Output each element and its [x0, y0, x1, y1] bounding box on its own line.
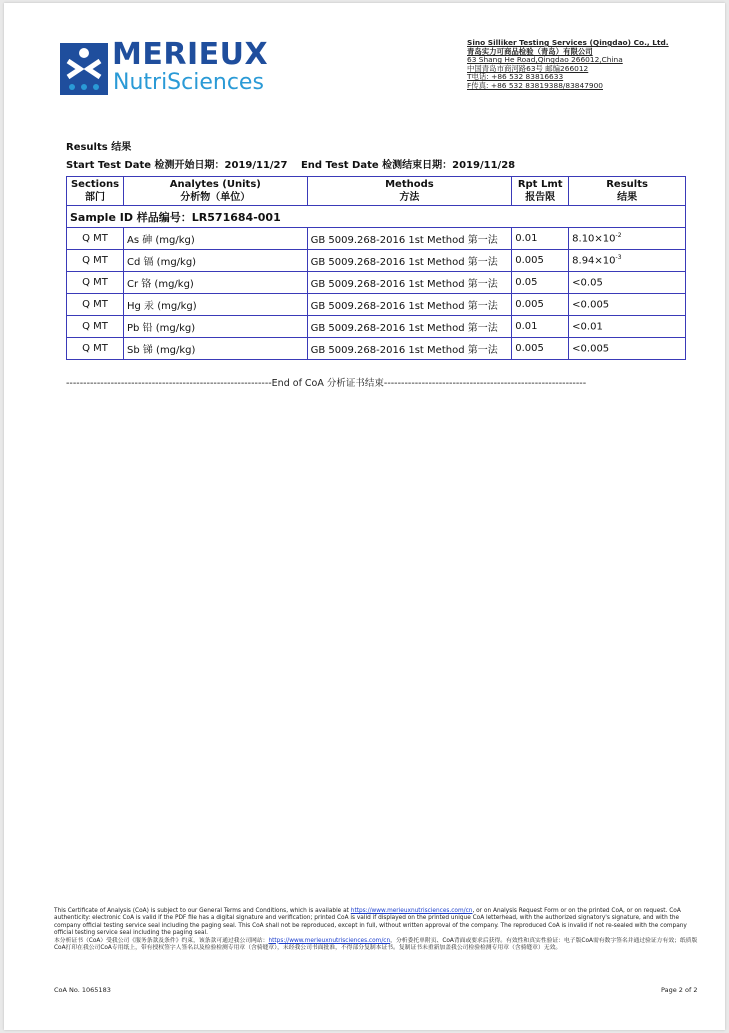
page-number: Page 2 of 2 [661, 986, 698, 994]
disclaimer-en-part1: This Certificate of Analysis (CoA) is subject to our General Terms and Conditions, which is available at [54, 908, 351, 914]
disclaimer-cn-part1: 本分析证书（CoA）受我公司《服务条款及条件》约束，该条款可通过我公司网站： [54, 937, 269, 944]
company-tel: T电话: +86 532 83816633 [467, 72, 564, 82]
table-header-row [67, 177, 686, 206]
logo-wordmark-secondary: NutriSciences [113, 70, 264, 95]
company-logo [60, 37, 300, 101]
company-contact-block [467, 39, 669, 91]
header-analytes: Analytes (Units) 分析物（单位） [123, 177, 307, 206]
website-link-cn[interactable]: https://www.merieuxnutrisciences.com/cn [268, 937, 391, 944]
website-link-en[interactable]: https://www.merieuxnutrisciences.com/cn [350, 908, 473, 914]
table-row: Q MT Sb 锑 (mg/kg) GB 5009.268-2016 1st Method 第一法 0.005 <0.005 [67, 338, 686, 360]
logo-wordmark-primary: MERIEUX [112, 37, 269, 72]
disclaimer-cn-part2: ，分析委托单附页、CoA背面或要求后获得。有效性和真实性验证：电子版CoA需有数字签名并通过验证方有效；纸质版CoA打印在我公司CoA专用纸上，带有授权签字人签名以及检验检测专用章（含骑缝章），未经我公司书面批准，不得部分复制本证书。复制证书未重新加盖我公司检验检测专用章（含骑缝章）无效。 [54, 937, 698, 952]
header-rpt-lmt: Rpt Lmt 报告限 [512, 177, 569, 206]
document-page [4, 3, 725, 1030]
table-row: Q MT As 砷 (mg/kg) GB 5009.268-2016 1st Method 第一法 0.01 $8.10\times 10^{-2}$ [67, 228, 686, 250]
result-cell: $8.94\times 10^{-3}$ [569, 250, 686, 272]
header-methods: Methods 方法 [307, 177, 512, 206]
footer-disclaimer [54, 908, 704, 952]
header-results: Results 结果 [569, 177, 686, 206]
table-row: Q MT Hg 汞 (mg/kg) GB 5009.268-2016 1st Method 第一法 0.005 <0.005 [67, 294, 686, 316]
company-address-en: 63 Shang He Road,Qingdao 266012,China [467, 55, 623, 65]
sample-id: Sample ID 样品编号：LR571684-001 [67, 206, 686, 228]
result-cell: <0.05 [569, 272, 686, 294]
merieux-logo-icon [60, 43, 108, 95]
result-cell: <0.005 [569, 294, 686, 316]
test-dates [66, 156, 525, 171]
end-test-date: End Test Date 检测结束日期：2019/11/28 [300, 160, 516, 171]
disclaimer-en-part2: , or on Analysis Request Form or on the printed CoA, or on request. CoA authenticity: electronic CoA is valid if the PDF file has a digital signature and verification; printed CoA is valid if displayed on the printed unique CoA letterhead, with the authorized signatory's signature, and with the company official testing service seal including the paging seal. This CoA shall not be reproduced, except in full, without written approval of the company. The reproduced CoA is invalid if not re-sealed with the company official testing service seal including the paging seal. [54, 908, 687, 937]
result-cell: <0.01 [569, 316, 686, 338]
results-table [66, 176, 686, 360]
table-row: Q MT Cr 铬 (mg/kg) GB 5009.268-2016 1st Method 第一法 0.05 <0.05 [67, 272, 686, 294]
header-sections: Sections 部门 [67, 177, 124, 206]
company-name-cn: 青岛实力可商品检验（青岛）有限公司 [467, 46, 593, 56]
sample-id-row [67, 206, 686, 228]
company-fax: F传真: +86 532 83819388/83847900 [467, 80, 603, 90]
result-cell: $8.10\times 10^{-2}$ [569, 228, 686, 250]
company-name-en: Sino Silliker Testing Services (Qingdao) Co., Ltd. [467, 38, 669, 47]
start-test-date: Start Test Date 检测开始日期：2019/11/27 [66, 160, 288, 171]
company-address-cn: 中国青岛市商河路63号 邮编266012 [467, 63, 589, 73]
results-heading: Results 结果 [66, 142, 132, 153]
table-row: Q MT Pb 铅 (mg/kg) GB 5009.268-2016 1st Method 第一法 0.01 <0.01 [67, 316, 686, 338]
coa-number: CoA No. 1065183 [54, 986, 111, 994]
end-of-coa-line: ------------------------------------------------------------End of CoA 分析证书结束----------------------------------------------------------- [66, 378, 587, 389]
result-cell: <0.005 [569, 338, 686, 360]
table-row: Q MT Cd 镉 (mg/kg) GB 5009.268-2016 1st Method 第一法 0.005 $8.94\times 10^{-3}$ [67, 250, 686, 272]
